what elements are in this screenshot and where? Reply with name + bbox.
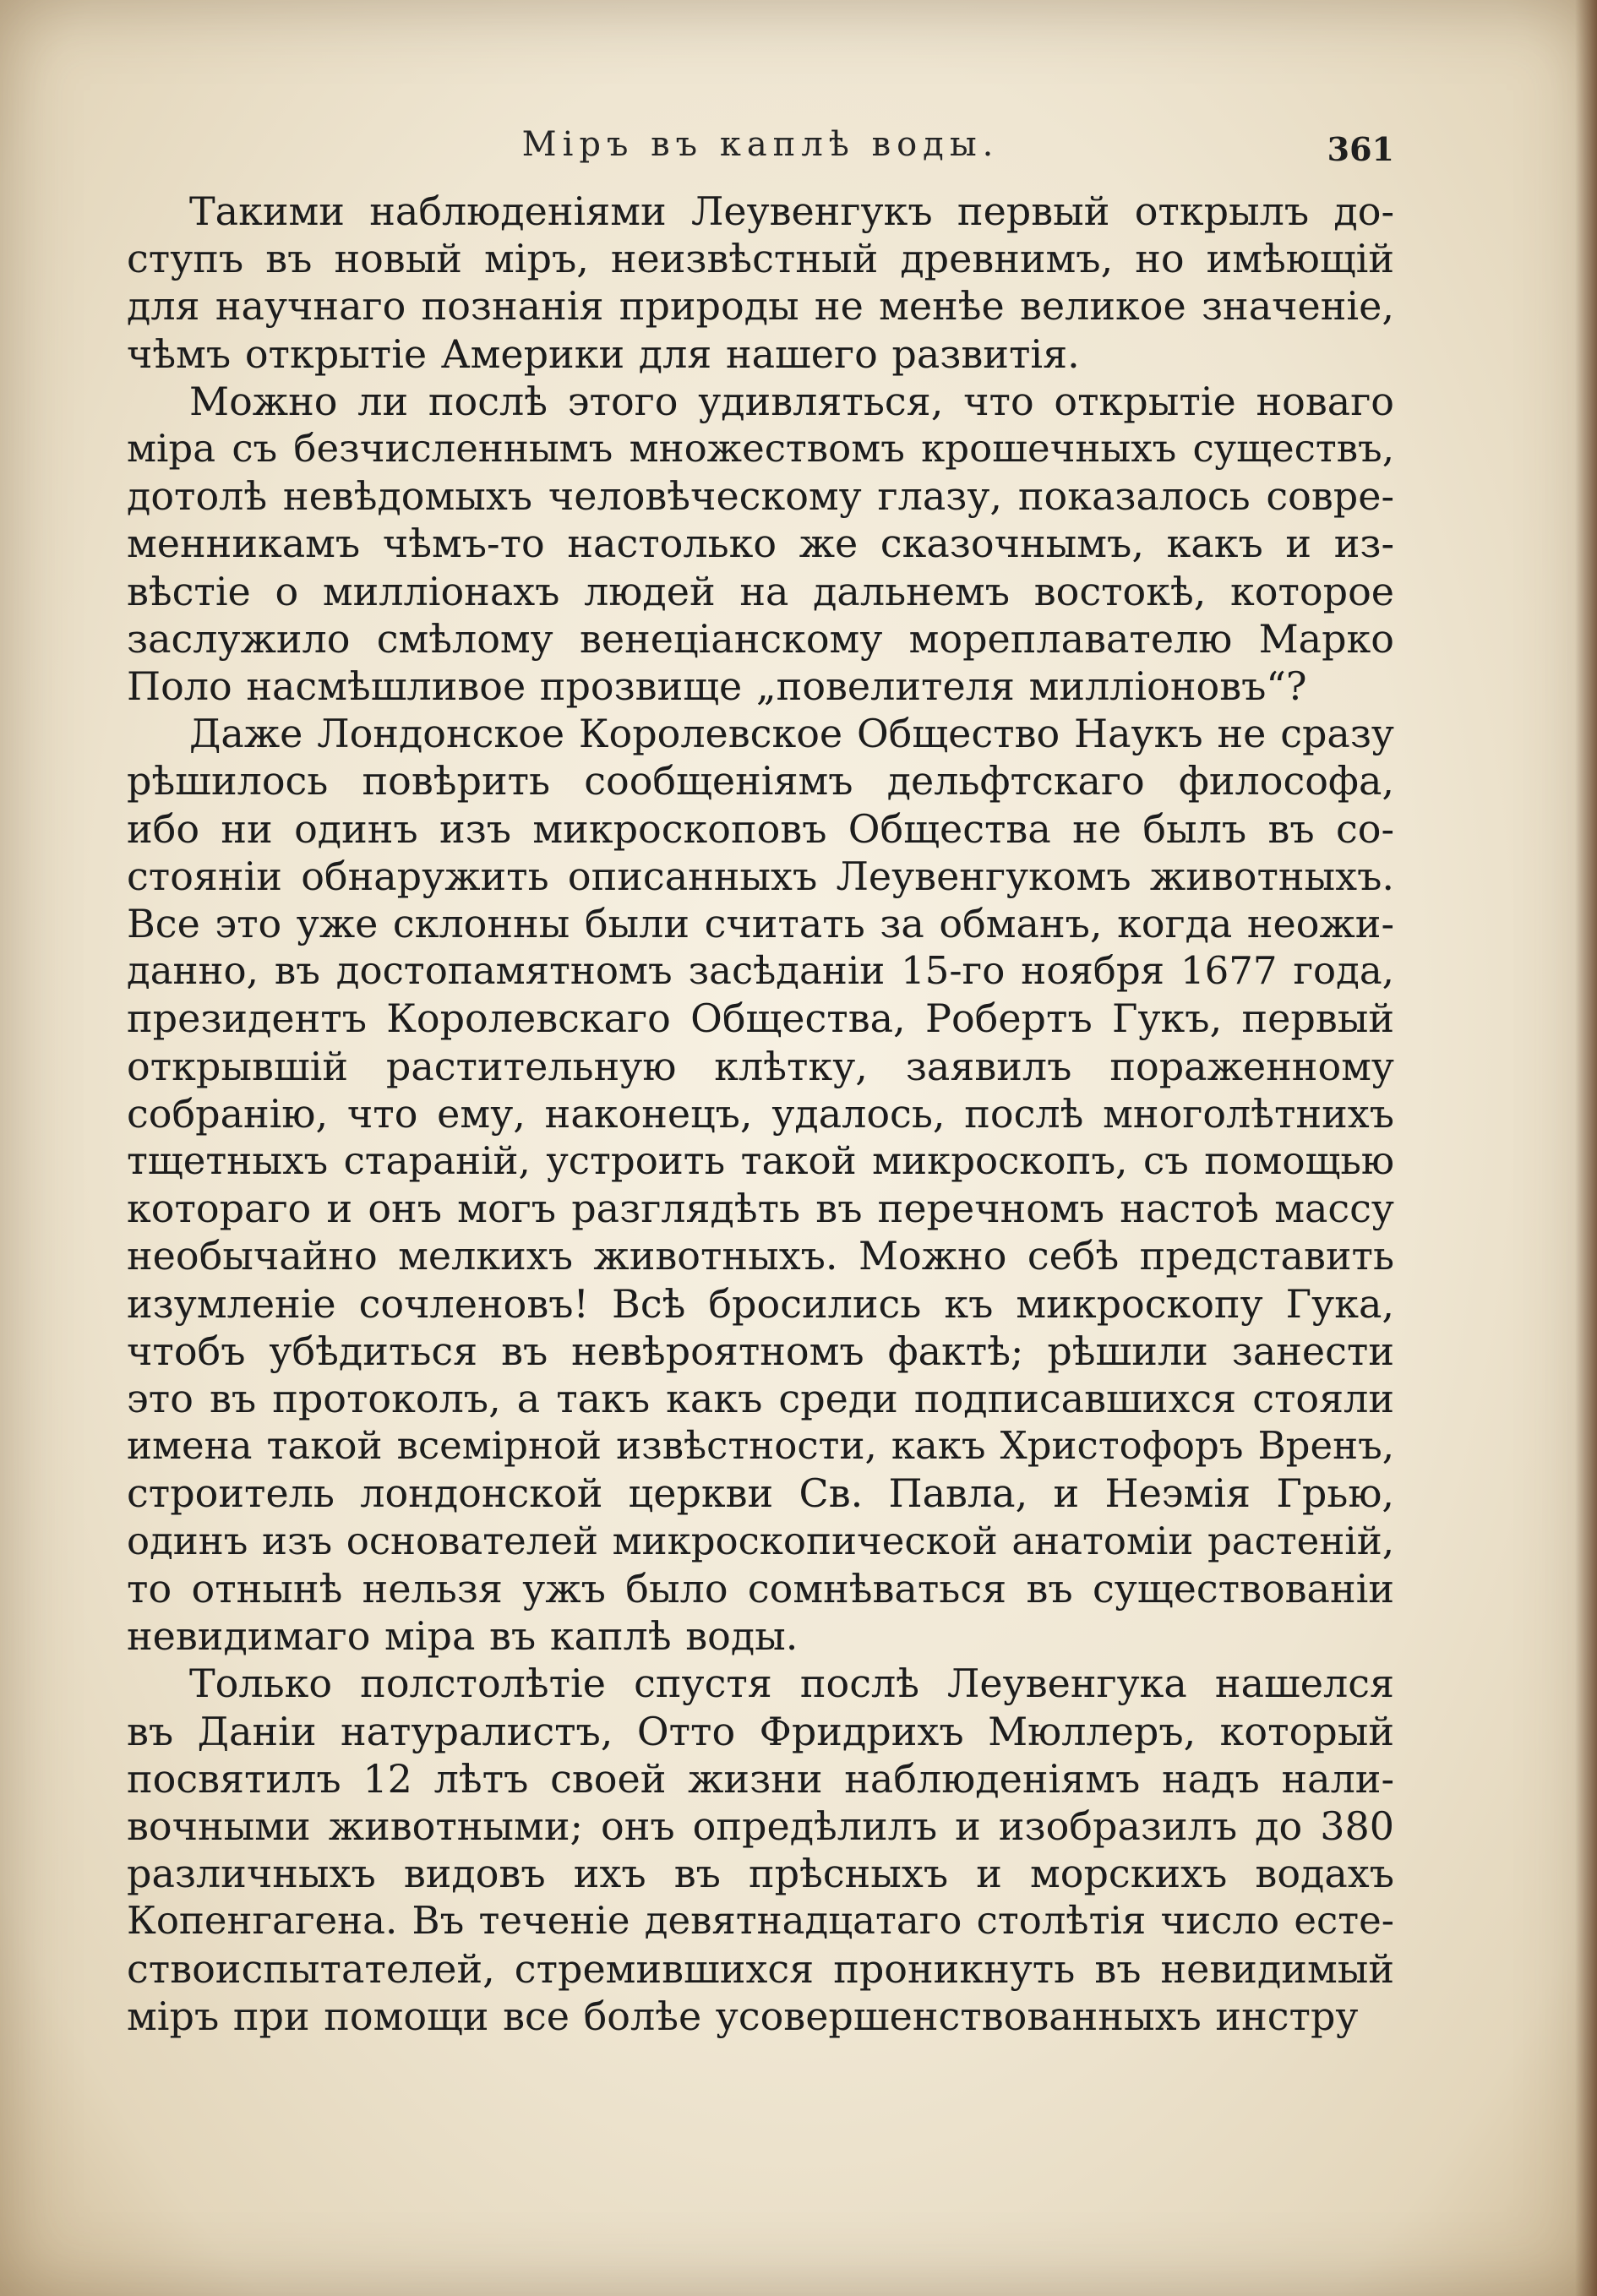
text-line: президентъ Королевскаго Общества, Робертъ Гукъ, первый xyxy=(127,995,1394,1042)
page-header xyxy=(127,125,1394,176)
text-line: міръ при помощи все болѣе усовершенствованныхъ инстру xyxy=(127,1993,1359,2039)
text-line: Только полстолѣтіе спустя послѣ Леувенгука нашелся xyxy=(189,1661,1394,1707)
body-text xyxy=(127,188,1394,2040)
text-line: заслужило смѣлому венеціанскому мореплавателю Марко xyxy=(127,615,1394,662)
text-line: Копенгагена. Въ теченіе девятнадцатаго столѣтія число есте- xyxy=(127,1898,1394,1944)
text-line: изумленіе сочленовъ! Всѣ бросились къ микроскопу Гука, xyxy=(127,1280,1394,1327)
text-line: различныхъ видовъ ихъ въ прѣсныхъ и морскихъ водахъ xyxy=(127,1851,1394,1897)
text-line: Поло насмѣшливое прозвище „повелителя милліоновъ“? xyxy=(127,663,1307,710)
text-line: собранію, что ему, наконецъ, удалось, послѣ многолѣтнихъ xyxy=(127,1090,1394,1137)
text-line: вочными животными; онъ опредѣлилъ и изобразилъ до 380 xyxy=(127,1802,1394,1849)
text-line: необычайно мелкихъ животныхъ. Можно себѣ представить xyxy=(127,1233,1394,1279)
text-line: чѣмъ открытіе Америки для нашего развитія. xyxy=(127,330,1080,377)
text-line: данно, въ достопамятномъ засѣданіи 15-го ноября 1677 года, xyxy=(127,948,1394,994)
paragraph xyxy=(127,378,1394,710)
text-line: Даже Лондонское Королевское Общество Наукъ не сразу xyxy=(189,711,1394,757)
page-number: 361 xyxy=(1327,130,1394,168)
running-title: Міръ въ каплѣ воды. xyxy=(521,125,1000,164)
text-line: менникамъ чѣмъ-то настолько же сказочнымъ, какъ и из- xyxy=(127,521,1394,567)
text-line: Такими наблюденіями Леувенгукъ первый открылъ до- xyxy=(189,188,1394,234)
paragraph xyxy=(127,188,1394,378)
text-line: рѣшилось повѣрить сообщеніямъ дельфтскаго философа, xyxy=(127,758,1394,804)
text-line: посвятилъ 12 лѣтъ своей жизни наблюденіямъ надъ нали- xyxy=(127,1755,1394,1802)
text-line: это въ протоколъ, а такъ какъ среди подписавшихся стояли xyxy=(127,1376,1394,1422)
text-line: стояніи обнаружить описанныхъ Леувенгукомъ животныхъ. xyxy=(127,853,1394,899)
text-line: невидимаго міра въ каплѣ воды. xyxy=(127,1613,798,1660)
paragraph xyxy=(127,1660,1394,2040)
text-line: вѣстіе о милліонахъ людей на дальнемъ востокѣ, которое xyxy=(127,568,1394,614)
text-line: Можно ли послѣ этого удивляться, что открытіе новаго xyxy=(189,378,1394,424)
text-line: ибо ни одинъ изъ микроскоповъ Общества не былъ въ со- xyxy=(127,805,1394,852)
text-line: то отнынѣ нельзя ужъ было сомнѣваться въ существованіи xyxy=(127,1565,1394,1612)
text-line: для научнаго познанія природы не менѣе великое значеніе, xyxy=(127,283,1394,330)
text-line: дотолѣ невѣдомыхъ человѣческому глазу, показалось совре- xyxy=(127,473,1394,520)
text-line: открывшій растительную клѣтку, заявилъ пораженному xyxy=(127,1043,1394,1089)
text-line: строитель лондонской церкви Св. Павла, и Неэмія Грью, xyxy=(127,1470,1394,1517)
text-line: котораго и онъ могъ разглядѣть въ перечномъ настоѣ массу xyxy=(127,1186,1394,1232)
text-line: тщетныхъ стараній, устроить такой микроскопъ, съ помощью xyxy=(127,1138,1394,1184)
text-line: ствоиспытателей, стремившихся проникнуть въ невидимый xyxy=(127,1945,1394,1992)
page-edge-shadow xyxy=(1575,0,1597,2296)
text-line: одинъ изъ основателей микроскопической анатоміи растеній, xyxy=(127,1518,1394,1563)
text-line: имена такой всемірной извѣстности, какъ Христофоръ Вренъ, xyxy=(127,1423,1394,1469)
text-line: міра съ безчисленнымъ множествомъ крошечныхъ существъ, xyxy=(127,426,1394,472)
text-line: въ Даніи натуралистъ, Отто Фридрихъ Мюллеръ, который xyxy=(127,1708,1394,1754)
text-line: Все это уже склонны были считать за обманъ, когда неожи- xyxy=(127,901,1394,947)
paragraph xyxy=(127,710,1394,1660)
text-line: ступъ въ новый міръ, неизвѣстный древнимъ, но имѣющій xyxy=(127,236,1394,282)
text-line: чтобъ убѣдиться въ невѣроятномъ фактѣ; рѣшили занести xyxy=(127,1328,1394,1374)
